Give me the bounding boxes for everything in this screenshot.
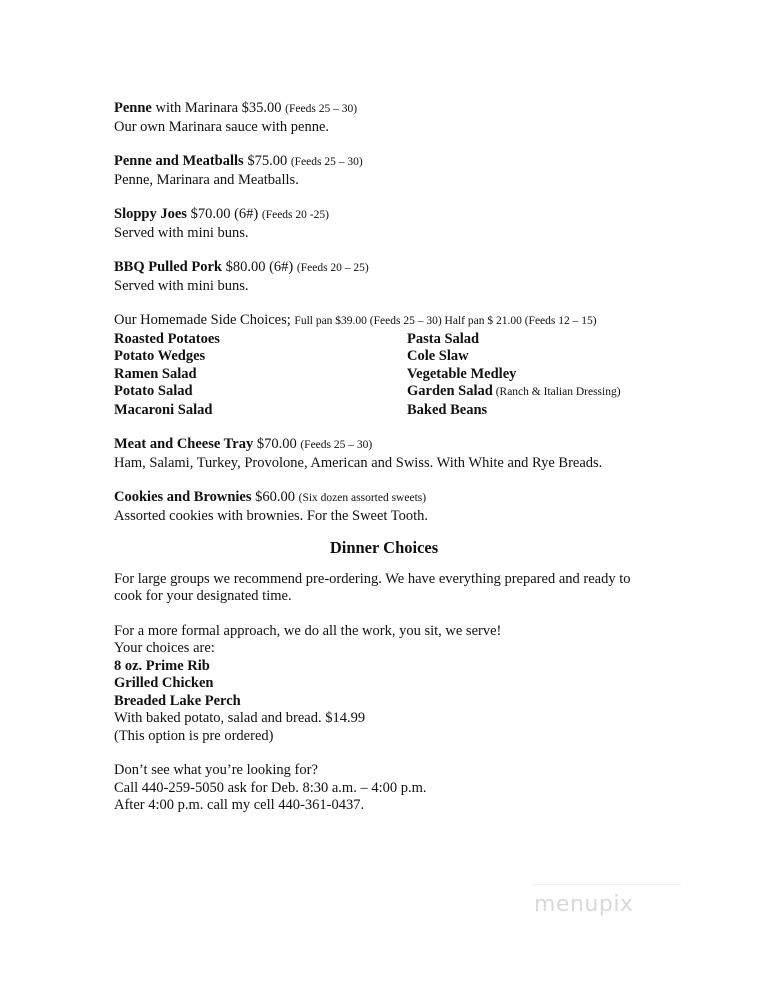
item-price: $60.00 <box>251 489 299 505</box>
item-feeds: (Feeds 25 – 30) <box>285 103 358 115</box>
dinner-choices-label: Your choices are: <box>114 640 215 656</box>
menu-item-cookies-brownies <box>114 489 714 525</box>
side-item: Roasted Potatoes <box>114 330 220 347</box>
item-name: BBQ Pulled Pork <box>114 259 222 275</box>
contact-line: After 4:00 p.m. call my cell 440-361-0437. <box>114 797 365 813</box>
side-item-note: (Ranch & Italian Dressing) <box>492 386 621 398</box>
dinner-choice: Grilled Chicken <box>114 675 214 691</box>
watermark-divider <box>532 884 682 885</box>
item-price: with Marinara $35.00 <box>151 100 286 116</box>
item-feeds: (Feeds 20 -25) <box>261 209 329 221</box>
dinner-choice: 8 oz. Prime Rib <box>114 657 210 674</box>
item-price: $70.00 (6#) <box>186 206 262 222</box>
item-price: $75.00 <box>243 153 291 169</box>
item-description: Our own Marinara sauce with penne. <box>114 118 330 135</box>
menu-item-meat-cheese-tray <box>114 436 714 472</box>
item-feeds: (Feeds 20 – 25) <box>296 262 369 274</box>
side-item: Garden Salad <box>407 383 493 399</box>
contact-line: Call 440-259-5050 ask for Deb. 8:30 a.m. – 4:00 p.m. <box>114 779 427 796</box>
dinner-formal-text: For a more formal approach, we do all the work, you sit, we serve! <box>114 622 502 639</box>
side-item-garden <box>407 383 707 402</box>
side-choices <box>114 312 714 419</box>
dinner-intro-line: cook for your designated time. <box>114 588 292 604</box>
menu-page <box>114 100 714 815</box>
item-feeds: (Feeds 25 – 30) <box>300 439 373 451</box>
dinner-formal <box>114 623 714 746</box>
side-item: Macaroni Salad <box>114 401 213 418</box>
side-item: Ramen Salad <box>114 365 197 382</box>
contact-line: Don’t see what you’re looking for? <box>114 762 318 778</box>
sides-pricing: Full pan $39.00 (Feeds 25 – 30) Half pan $ 21.00 (Feeds 12 – 15) <box>294 315 597 327</box>
dinner-intro <box>114 571 714 606</box>
dinner-note: (This option is pre ordered) <box>114 727 274 744</box>
side-item: Vegetable Medley <box>407 365 517 382</box>
item-price: $80.00 (6#) <box>221 259 297 275</box>
item-name: Penne and Meatballs <box>114 153 244 169</box>
dinner-intro-line: For large groups we recommend pre-ordering. We have everything prepared and ready to <box>114 570 631 587</box>
item-description: Served with mini buns. <box>114 224 249 241</box>
item-description: Ham, Salami, Turkey, Provolone, American and Swiss. With White and Rye Breads. <box>114 454 603 471</box>
side-item: Potato Salad <box>114 383 193 399</box>
item-price: $70.00 <box>253 436 301 452</box>
sides-intro: Our Homemade Side Choices; <box>114 312 295 328</box>
item-name: Sloppy Joes <box>114 206 187 222</box>
menu-item-bbq-pulled-pork <box>114 259 714 295</box>
item-description: Assorted cookies with brownies. For the Sweet Tooth. <box>114 507 429 524</box>
item-feeds: (Six dozen assorted sweets) <box>298 492 427 504</box>
item-feeds: (Feeds 25 – 30) <box>290 156 363 168</box>
side-item: Potato Wedges <box>114 348 206 364</box>
item-name: Penne <box>114 100 152 116</box>
sides-list <box>114 331 714 420</box>
menu-item-penne <box>114 100 714 136</box>
item-name: Cookies and Brownies <box>114 489 252 505</box>
side-item: Baked Beans <box>407 401 488 418</box>
side-item: Pasta Salad <box>407 330 480 347</box>
section-title-dinner: Dinner Choices <box>329 538 439 557</box>
item-description: Penne, Marinara and Meatballs. <box>114 171 299 188</box>
menu-item-penne-meatballs <box>114 153 714 189</box>
dinner-with: With baked potato, salad and bread. $14.99 <box>114 710 366 726</box>
side-item: Cole Slaw <box>407 348 469 364</box>
watermark-logo: menupix <box>534 892 634 917</box>
contact-info <box>114 762 714 815</box>
dinner-choice: Breaded Lake Perch <box>114 692 241 709</box>
item-description: Served with mini buns. <box>114 277 249 294</box>
item-name: Meat and Cheese Tray <box>114 436 254 452</box>
menu-item-sloppy-joes <box>114 206 714 242</box>
